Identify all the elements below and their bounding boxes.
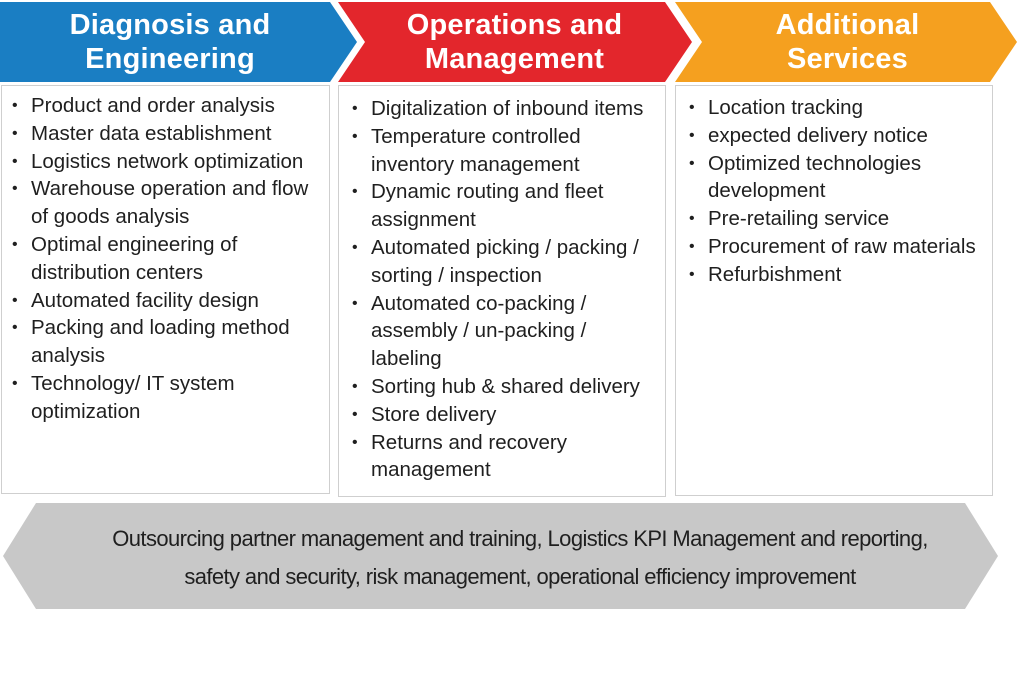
operations-title-line1: Operations and [406,9,623,41]
list-item: • Store delivery [349,401,659,429]
list-item: • expected delivery notice [686,122,986,150]
diagnosis-title-line1: Diagnosis and [69,9,271,41]
list-item: • Automated picking / packing / sorting / inspection [349,234,659,290]
operations-list [349,95,659,484]
list-item: • Warehouse operation and flow of goods analysis [9,175,323,231]
list-item: • Product and order analysis [9,92,323,120]
list-item: • Refurbishment [686,261,986,289]
additional-list [686,94,986,289]
banner-line2: safety and security, risk management, operational efficiency improvement [184,564,856,589]
list-item: • Automated co-packing / assembly / un-packing / labeling [349,290,659,373]
list-item: • Optimized technologies development [686,150,986,206]
list-item: • Location tracking [686,94,986,122]
diagnosis-title-line2: Engineering [85,43,255,75]
list-item: • Pre-retailing service [686,205,986,233]
additional-title-line1: Additional [775,9,920,41]
list-item: • Sorting hub & shared delivery [349,373,659,401]
operations-header [352,2,677,82]
list-item: • Procurement of raw materials [686,233,986,261]
list-item: • Packing and loading method analysis [9,314,323,370]
list-item: • Returns and recovery management [349,429,659,485]
operations-panel [338,85,666,497]
list-item: • Master data establishment [9,120,323,148]
list-item: • Technology/ IT system optimization [9,370,323,426]
list-item: • Optimal engineering of distribution centers [9,231,323,287]
diagnosis-panel [1,85,330,494]
list-item: • Temperature controlled inventory management [349,123,659,179]
list-item: • Dynamic routing and fleet assignment [349,178,659,234]
additional-title-line2: Services [787,43,908,75]
diagnosis-header [0,2,340,82]
operations-title-line2: Management [424,43,605,75]
list-item: • Automated facility design [9,287,323,315]
additional-panel [675,85,993,496]
banner-text [60,520,980,596]
banner-line1: Outsourcing partner management and training, Logistics KPI Management and reporting, [112,526,928,551]
diagnosis-list [9,92,323,426]
list-item: • Digitalization of inbound items [349,95,659,123]
additional-header [690,2,1005,82]
list-item: • Logistics network optimization [9,148,323,176]
